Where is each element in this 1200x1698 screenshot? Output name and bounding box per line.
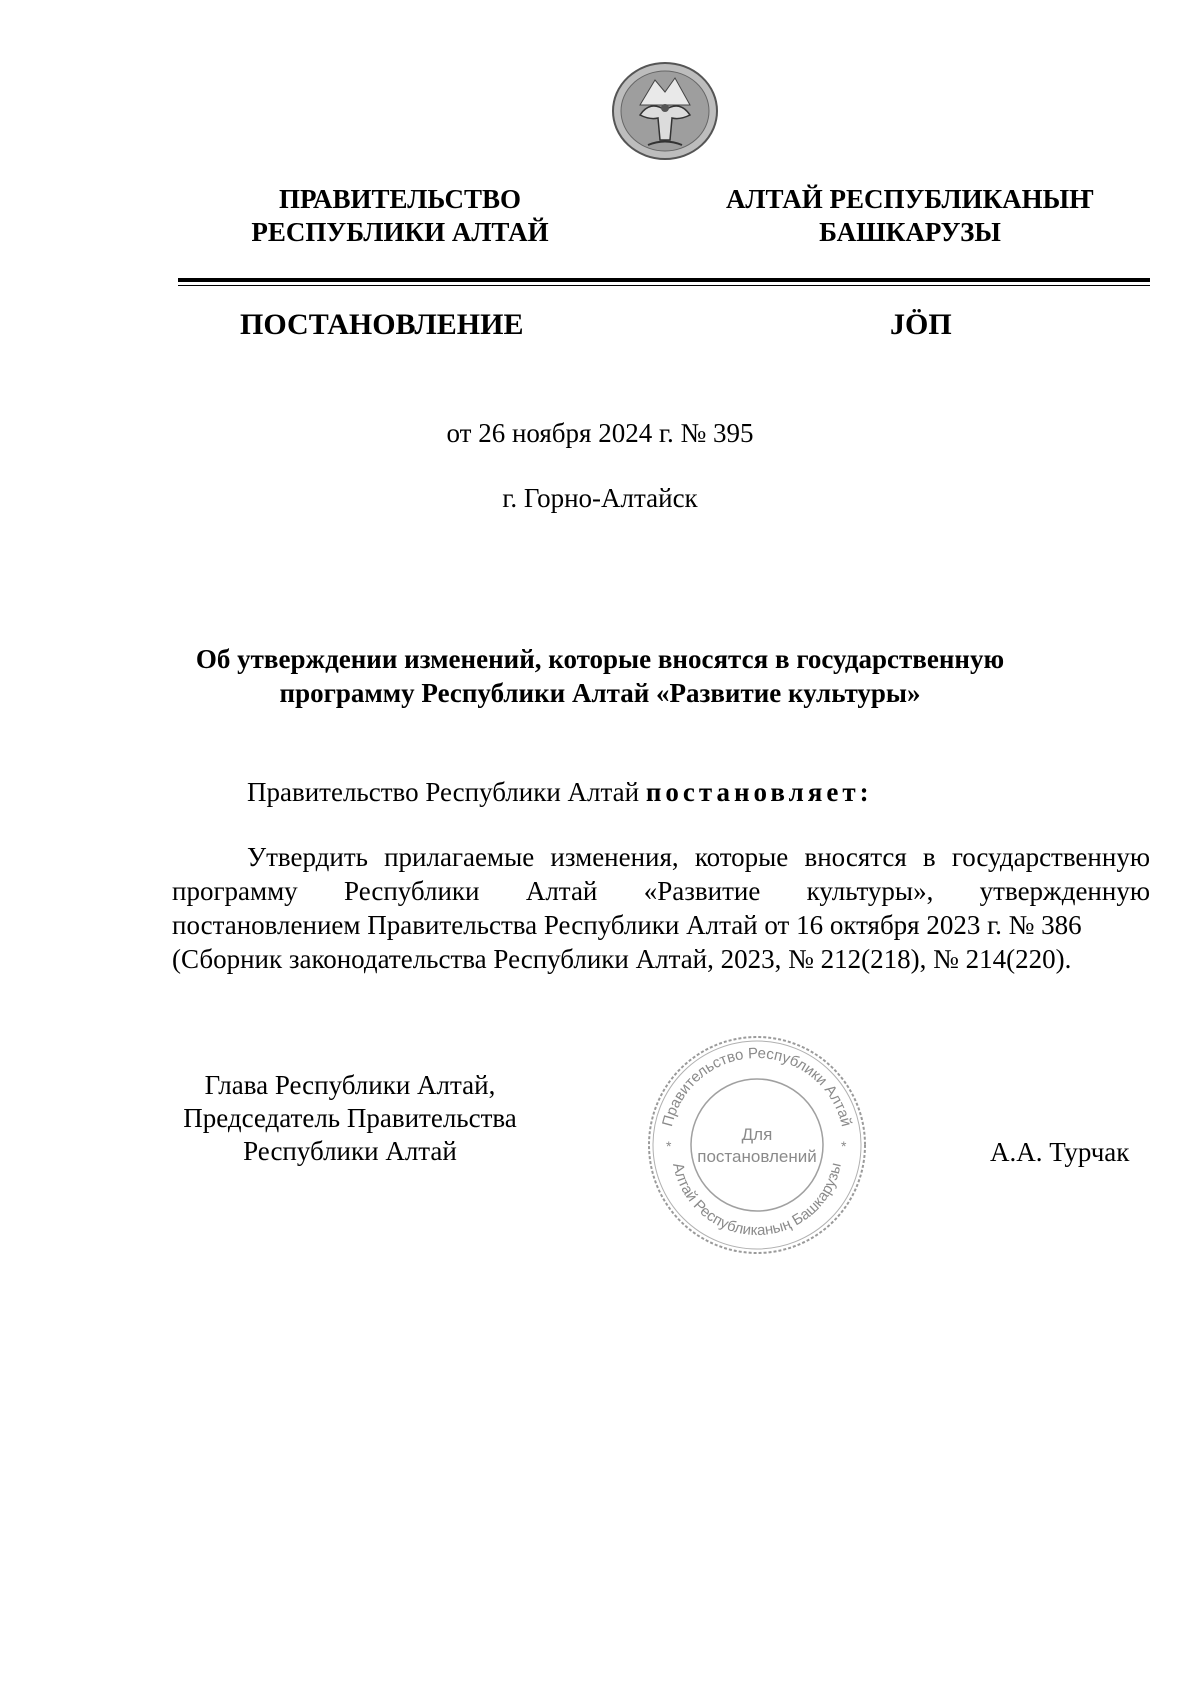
stamp-star-left-icon: *: [666, 1138, 672, 1154]
doc-subject-line1: Об утверждении изменений, которые вносятся в государственную: [195, 644, 1005, 674]
signatory-position-line1: Глава Республики Алтай,: [204, 1070, 496, 1100]
official-stamp: [642, 1030, 872, 1260]
org-name-alt-line2: БАШКАРУЗЫ: [819, 217, 1001, 247]
paragraph-line-1: Утвердить прилагаемые изменения, которые вносятся в государственную: [247, 842, 1150, 872]
coat-of-arms-emblem-icon: [610, 60, 720, 162]
doc-city: г. Горно-Алтайск: [502, 483, 698, 513]
signatory-position-line2: Председатель Правительства: [183, 1103, 517, 1133]
stamp-center-line2: постановлений: [697, 1147, 817, 1166]
doc-date-number: от 26 ноября 2024 г. № 395: [446, 418, 754, 448]
doc-type-alt: JӦП: [890, 308, 952, 341]
doc-type-ru: ПОСТАНОВЛЕНИЕ: [240, 308, 524, 341]
signatory-position-line3: Республики Алтай: [243, 1136, 457, 1166]
header-rule-thick: [178, 278, 1150, 282]
paragraph-line-3: постановлением Правительства Республики Алтай от 16 октября 2023 г. № 386: [172, 910, 1082, 940]
doc-subject-line2: программу Республики Алтай «Развитие культуры»: [279, 678, 921, 708]
org-name-ru-line1: ПРАВИТЕЛЬСТВО: [278, 184, 522, 214]
stamp-ring-top-text: Правительство Республики Алтай: [659, 1044, 855, 1129]
org-name-ru: [220, 183, 580, 249]
stamp-center-line1: Для: [741, 1125, 773, 1144]
paragraph-line-2: программу Республики Алтай «Развитие культуры», утвержденную: [172, 876, 1150, 906]
org-name-alt-line1: АЛТАЙ РЕСПУБЛИКАНЫҤ: [725, 184, 1095, 214]
intro-prefix: Правительство Республики Алтай: [247, 777, 640, 807]
org-name-alt: [700, 183, 1120, 249]
signatory-name: А.А. Турчак: [990, 1137, 1130, 1167]
stamp-ring-bottom-text: Алтай Республиканың Башкарузы: [669, 1161, 845, 1240]
stamp-star-right-icon: *: [841, 1138, 847, 1154]
doc-subject: [150, 642, 1050, 710]
header-rule-thin: [178, 285, 1150, 286]
signatory-position: [160, 1069, 540, 1168]
org-name-ru-line2: РЕСПУБЛИКИ АЛТАЙ: [251, 217, 549, 247]
paragraph-line-4: (Сборник законодательства Республики Алтай, 2023, № 212(218), № 214(220).: [172, 944, 1072, 974]
intro-verb: постановляет:: [645, 777, 873, 807]
intro-paragraph: [247, 775, 873, 809]
